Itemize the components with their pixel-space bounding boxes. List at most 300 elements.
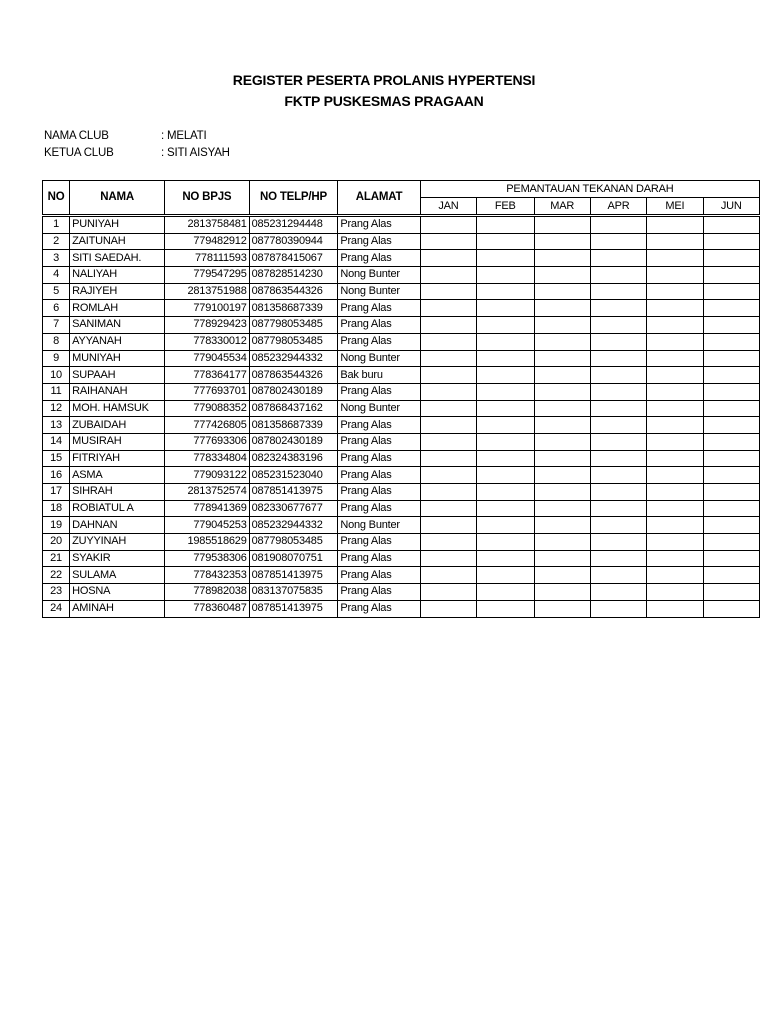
register-table bbox=[42, 180, 760, 618]
row-bp-feb[interactable] bbox=[477, 350, 534, 367]
row-telp: 087851413975 bbox=[249, 484, 338, 501]
row-bp-mei[interactable] bbox=[647, 383, 703, 400]
row-bp-jan[interactable] bbox=[420, 333, 476, 350]
row-alamat: Prang Alas bbox=[338, 333, 420, 350]
header-month-mar: MAR bbox=[534, 198, 590, 216]
table-row bbox=[43, 350, 760, 367]
row-no: 8 bbox=[43, 333, 70, 350]
row-bpjs: 778364177 bbox=[165, 367, 250, 384]
row-no: 2 bbox=[43, 233, 70, 250]
row-bpjs: 779100197 bbox=[165, 300, 250, 317]
row-no: 4 bbox=[43, 267, 70, 284]
row-nama: FITRIYAH bbox=[70, 450, 165, 467]
row-bp-jun[interactable] bbox=[703, 467, 759, 484]
row-bp-feb[interactable] bbox=[477, 383, 534, 400]
ketua-info bbox=[44, 147, 230, 159]
row-alamat: Prang Alas bbox=[338, 433, 420, 450]
row-bp-feb[interactable] bbox=[477, 250, 534, 267]
row-bp-jan[interactable] bbox=[420, 584, 476, 601]
row-telp: 085231294448 bbox=[249, 216, 338, 234]
row-bp-jun[interactable] bbox=[703, 433, 759, 450]
table-row bbox=[43, 584, 760, 601]
row-bpjs: 778929423 bbox=[165, 317, 250, 334]
row-alamat: Prang Alas bbox=[338, 567, 420, 584]
row-bp-mei[interactable] bbox=[647, 534, 703, 551]
row-bp-apr[interactable] bbox=[590, 400, 646, 417]
row-bpjs: 1985518629 bbox=[165, 534, 250, 551]
row-bpjs: 779088352 bbox=[165, 400, 250, 417]
club-info bbox=[44, 130, 206, 142]
row-bp-jan[interactable] bbox=[420, 400, 476, 417]
row-nama: SYAKIR bbox=[70, 550, 165, 567]
row-alamat: Prang Alas bbox=[338, 500, 420, 517]
row-bpjs: 2813758481 bbox=[165, 216, 250, 234]
row-bpjs: 779482912 bbox=[165, 233, 250, 250]
row-nama: ZUBAIDAH bbox=[70, 417, 165, 434]
row-bp-jan[interactable] bbox=[420, 367, 476, 384]
row-bp-jun[interactable] bbox=[703, 300, 759, 317]
row-nama: MUNIYAH bbox=[70, 350, 165, 367]
ketua-label: KETUA CLUB bbox=[44, 147, 114, 159]
row-telp: 082324383196 bbox=[249, 450, 338, 467]
row-bp-mar[interactable] bbox=[534, 300, 590, 317]
row-bp-jan[interactable] bbox=[420, 417, 476, 434]
row-bp-mei[interactable] bbox=[647, 350, 703, 367]
row-bp-jun[interactable] bbox=[703, 333, 759, 350]
row-bp-mar[interactable] bbox=[534, 417, 590, 434]
row-bp-mei[interactable] bbox=[647, 283, 703, 300]
row-bp-apr[interactable] bbox=[590, 317, 646, 334]
row-bp-apr[interactable] bbox=[590, 350, 646, 367]
table-row bbox=[43, 417, 760, 434]
row-bp-jun[interactable] bbox=[703, 500, 759, 517]
row-bp-mar[interactable] bbox=[534, 467, 590, 484]
row-telp: 085232944332 bbox=[249, 517, 338, 534]
row-bp-jan[interactable] bbox=[420, 534, 476, 551]
row-bp-jun[interactable] bbox=[703, 216, 759, 234]
row-nama: NALIYAH bbox=[70, 267, 165, 284]
row-telp: 087802430189 bbox=[249, 433, 338, 450]
row-telp: 087798053485 bbox=[249, 317, 338, 334]
row-bp-feb[interactable] bbox=[477, 550, 534, 567]
row-bp-jan[interactable] bbox=[420, 600, 476, 617]
row-no: 9 bbox=[43, 350, 70, 367]
row-alamat: Prang Alas bbox=[338, 300, 420, 317]
header-month-apr: APR bbox=[590, 198, 646, 216]
table-row bbox=[43, 267, 760, 284]
row-nama: ZUYYINAH bbox=[70, 534, 165, 551]
row-alamat: Prang Alas bbox=[338, 467, 420, 484]
row-bp-jun[interactable] bbox=[703, 517, 759, 534]
row-bp-mei[interactable] bbox=[647, 333, 703, 350]
header-month-jan: JAN bbox=[420, 198, 476, 216]
row-no: 1 bbox=[43, 216, 70, 234]
row-bp-feb[interactable] bbox=[477, 233, 534, 250]
table-row bbox=[43, 250, 760, 267]
row-telp: 087798053485 bbox=[249, 534, 338, 551]
row-alamat: Prang Alas bbox=[338, 233, 420, 250]
row-bp-feb[interactable] bbox=[477, 484, 534, 501]
row-bp-feb[interactable] bbox=[477, 367, 534, 384]
row-bp-feb[interactable] bbox=[477, 333, 534, 350]
row-bp-mei[interactable] bbox=[647, 233, 703, 250]
table-row bbox=[43, 233, 760, 250]
row-no: 18 bbox=[43, 500, 70, 517]
header-monitoring: PEMANTAUAN TEKANAN DARAH bbox=[420, 181, 759, 198]
row-bp-apr[interactable] bbox=[590, 333, 646, 350]
row-bp-jan[interactable] bbox=[420, 450, 476, 467]
row-bp-mar[interactable] bbox=[534, 584, 590, 601]
row-bp-mei[interactable] bbox=[647, 450, 703, 467]
row-bp-feb[interactable] bbox=[477, 317, 534, 334]
row-bp-mar[interactable] bbox=[534, 333, 590, 350]
row-bp-jan[interactable] bbox=[420, 517, 476, 534]
row-bp-jun[interactable] bbox=[703, 400, 759, 417]
row-nama: SULAMA bbox=[70, 567, 165, 584]
row-bp-jan[interactable] bbox=[420, 267, 476, 284]
row-alamat: Prang Alas bbox=[338, 550, 420, 567]
row-no: 23 bbox=[43, 584, 70, 601]
row-bp-jan[interactable] bbox=[420, 283, 476, 300]
row-bp-jan[interactable] bbox=[420, 484, 476, 501]
row-bp-mei[interactable] bbox=[647, 517, 703, 534]
row-bp-apr[interactable] bbox=[590, 233, 646, 250]
row-bp-apr[interactable] bbox=[590, 467, 646, 484]
row-bp-feb[interactable] bbox=[477, 450, 534, 467]
row-bp-jan[interactable] bbox=[420, 500, 476, 517]
row-bp-mar[interactable] bbox=[534, 267, 590, 284]
row-bp-feb[interactable] bbox=[477, 400, 534, 417]
row-bpjs: 777426805 bbox=[165, 417, 250, 434]
row-bp-feb[interactable] bbox=[477, 600, 534, 617]
table-row bbox=[43, 216, 760, 234]
document-title: REGISTER PESERTA PROLANIS HYPERTENSI bbox=[232, 72, 536, 88]
row-bp-apr[interactable] bbox=[590, 433, 646, 450]
row-bp-mar[interactable] bbox=[534, 550, 590, 567]
row-telp: 081358687339 bbox=[249, 417, 338, 434]
row-nama: HOSNA bbox=[70, 584, 165, 601]
row-bpjs: 779045534 bbox=[165, 350, 250, 367]
table-row bbox=[43, 484, 760, 501]
row-bp-apr[interactable] bbox=[590, 600, 646, 617]
row-bp-apr[interactable] bbox=[590, 550, 646, 567]
row-alamat: Nong Bunter bbox=[338, 283, 420, 300]
row-bp-mar[interactable] bbox=[534, 400, 590, 417]
table-row bbox=[43, 317, 760, 334]
row-telp: 085231523040 bbox=[249, 467, 338, 484]
row-bp-jun[interactable] bbox=[703, 233, 759, 250]
row-nama: MOH. HAMSUK bbox=[70, 400, 165, 417]
row-no: 19 bbox=[43, 517, 70, 534]
header-month-feb: FEB bbox=[477, 198, 534, 216]
row-bp-jun[interactable] bbox=[703, 383, 759, 400]
row-nama: SUPAAH bbox=[70, 367, 165, 384]
row-bp-jan[interactable] bbox=[420, 300, 476, 317]
row-no: 6 bbox=[43, 300, 70, 317]
row-bp-mar[interactable] bbox=[534, 216, 590, 234]
row-alamat: Prang Alas bbox=[338, 450, 420, 467]
row-bp-jan[interactable] bbox=[420, 233, 476, 250]
row-no: 15 bbox=[43, 450, 70, 467]
row-nama: SIHRAH bbox=[70, 484, 165, 501]
row-bp-jun[interactable] bbox=[703, 267, 759, 284]
row-no: 11 bbox=[43, 383, 70, 400]
header-bpjs: NO BPJS bbox=[165, 181, 250, 216]
row-alamat: Prang Alas bbox=[338, 534, 420, 551]
row-bpjs: 779538306 bbox=[165, 550, 250, 567]
row-bp-mei[interactable] bbox=[647, 250, 703, 267]
row-bp-feb[interactable] bbox=[477, 283, 534, 300]
row-telp: 087798053485 bbox=[249, 333, 338, 350]
row-bpjs: 777693701 bbox=[165, 383, 250, 400]
row-bp-jan[interactable] bbox=[420, 433, 476, 450]
row-bp-apr[interactable] bbox=[590, 216, 646, 234]
row-bp-mei[interactable] bbox=[647, 484, 703, 501]
row-bp-apr[interactable] bbox=[590, 484, 646, 501]
ketua-value: : SITI AISYAH bbox=[161, 147, 230, 159]
row-bp-jun[interactable] bbox=[703, 567, 759, 584]
row-telp: 087780390944 bbox=[249, 233, 338, 250]
row-no: 24 bbox=[43, 600, 70, 617]
row-no: 16 bbox=[43, 467, 70, 484]
row-bpjs: 779045253 bbox=[165, 517, 250, 534]
row-nama: AYYANAH bbox=[70, 333, 165, 350]
row-bp-mei[interactable] bbox=[647, 500, 703, 517]
row-bp-mei[interactable] bbox=[647, 400, 703, 417]
row-bp-mei[interactable] bbox=[647, 216, 703, 234]
row-alamat: Prang Alas bbox=[338, 584, 420, 601]
row-bp-jan[interactable] bbox=[420, 216, 476, 234]
row-bp-jan[interactable] bbox=[420, 350, 476, 367]
row-bp-jun[interactable] bbox=[703, 550, 759, 567]
row-alamat: Prang Alas bbox=[338, 600, 420, 617]
row-bp-apr[interactable] bbox=[590, 417, 646, 434]
row-telp: 087851413975 bbox=[249, 567, 338, 584]
row-nama: AMINAH bbox=[70, 600, 165, 617]
row-bp-apr[interactable] bbox=[590, 500, 646, 517]
row-telp: 082330677677 bbox=[249, 500, 338, 517]
header-nama: NAMA bbox=[70, 181, 165, 216]
club-label: NAMA CLUB bbox=[44, 130, 109, 142]
document-subtitle: FKTP PUSKESMAS PRAGAAN bbox=[284, 93, 484, 109]
row-bp-mar[interactable] bbox=[534, 534, 590, 551]
row-bp-feb[interactable] bbox=[477, 433, 534, 450]
row-bp-jun[interactable] bbox=[703, 350, 759, 367]
table-row bbox=[43, 467, 760, 484]
row-bp-feb[interactable] bbox=[477, 417, 534, 434]
table-row bbox=[43, 534, 760, 551]
row-bp-feb[interactable] bbox=[477, 216, 534, 234]
row-no: 20 bbox=[43, 534, 70, 551]
header-month-mei: MEI bbox=[647, 198, 703, 216]
row-bp-jun[interactable] bbox=[703, 283, 759, 300]
row-no: 7 bbox=[43, 317, 70, 334]
row-bp-apr[interactable] bbox=[590, 517, 646, 534]
row-no: 21 bbox=[43, 550, 70, 567]
row-telp: 081908070751 bbox=[249, 550, 338, 567]
row-bp-apr[interactable] bbox=[590, 584, 646, 601]
row-telp: 087878415067 bbox=[249, 250, 338, 267]
table-row bbox=[43, 333, 760, 350]
row-bp-feb[interactable] bbox=[477, 500, 534, 517]
row-bp-jan[interactable] bbox=[420, 550, 476, 567]
row-alamat: Prang Alas bbox=[338, 216, 420, 234]
row-bp-mar[interactable] bbox=[534, 383, 590, 400]
row-bp-mei[interactable] bbox=[647, 267, 703, 284]
row-bp-mei[interactable] bbox=[647, 367, 703, 384]
row-no: 14 bbox=[43, 433, 70, 450]
row-alamat: Nong Bunter bbox=[338, 350, 420, 367]
row-nama: SITI SAEDAH. bbox=[70, 250, 165, 267]
table-row bbox=[43, 500, 760, 517]
row-bp-mar[interactable] bbox=[534, 250, 590, 267]
club-value: : MELATI bbox=[161, 130, 207, 142]
row-bp-jan[interactable] bbox=[420, 250, 476, 267]
row-bp-jan[interactable] bbox=[420, 383, 476, 400]
row-telp: 087868437162 bbox=[249, 400, 338, 417]
row-bp-mar[interactable] bbox=[534, 600, 590, 617]
row-alamat: Nong Bunter bbox=[338, 267, 420, 284]
row-bp-mar[interactable] bbox=[534, 450, 590, 467]
row-alamat: Nong Bunter bbox=[338, 400, 420, 417]
row-no: 22 bbox=[43, 567, 70, 584]
row-nama: ASMA bbox=[70, 467, 165, 484]
row-bp-mei[interactable] bbox=[647, 467, 703, 484]
row-bp-apr[interactable] bbox=[590, 300, 646, 317]
row-bp-mei[interactable] bbox=[647, 550, 703, 567]
row-bp-jan[interactable] bbox=[420, 467, 476, 484]
row-bpjs: 779093122 bbox=[165, 467, 250, 484]
row-bp-mei[interactable] bbox=[647, 567, 703, 584]
row-bp-jun[interactable] bbox=[703, 584, 759, 601]
table-row bbox=[43, 600, 760, 617]
row-no: 12 bbox=[43, 400, 70, 417]
row-telp: 087851413975 bbox=[249, 600, 338, 617]
row-nama: ROMLAH bbox=[70, 300, 165, 317]
table-row bbox=[43, 567, 760, 584]
header-row bbox=[43, 181, 760, 198]
row-bp-mar[interactable] bbox=[534, 567, 590, 584]
row-bp-apr[interactable] bbox=[590, 367, 646, 384]
row-no: 10 bbox=[43, 367, 70, 384]
row-bp-feb[interactable] bbox=[477, 300, 534, 317]
row-alamat: Nong Bunter bbox=[338, 517, 420, 534]
row-bp-jun[interactable] bbox=[703, 534, 759, 551]
row-bp-mei[interactable] bbox=[647, 417, 703, 434]
row-telp: 081358687339 bbox=[249, 300, 338, 317]
row-bpjs: 778111593 bbox=[165, 250, 250, 267]
row-bp-feb[interactable] bbox=[477, 467, 534, 484]
row-bp-jun[interactable] bbox=[703, 484, 759, 501]
row-bp-feb[interactable] bbox=[477, 567, 534, 584]
header-telp: NO TELP/HP bbox=[249, 181, 338, 216]
row-bpjs: 778334804 bbox=[165, 450, 250, 467]
row-bpjs: 778330012 bbox=[165, 333, 250, 350]
table-row bbox=[43, 383, 760, 400]
row-telp: 087828514230 bbox=[249, 267, 338, 284]
row-bpjs: 777693306 bbox=[165, 433, 250, 450]
row-alamat: Prang Alas bbox=[338, 484, 420, 501]
table-row bbox=[43, 517, 760, 534]
row-bp-jan[interactable] bbox=[420, 567, 476, 584]
row-no: 17 bbox=[43, 484, 70, 501]
row-bpjs: 2813752574 bbox=[165, 484, 250, 501]
row-nama: ROBIATUL A bbox=[70, 500, 165, 517]
row-nama: SANIMAN bbox=[70, 317, 165, 334]
row-bp-apr[interactable] bbox=[590, 283, 646, 300]
row-nama: RAJIYEH bbox=[70, 283, 165, 300]
row-bpjs: 778360487 bbox=[165, 600, 250, 617]
row-bp-apr[interactable] bbox=[590, 534, 646, 551]
row-alamat: Prang Alas bbox=[338, 317, 420, 334]
row-bpjs: 779547295 bbox=[165, 267, 250, 284]
row-bp-mar[interactable] bbox=[534, 283, 590, 300]
table-row bbox=[43, 300, 760, 317]
row-bp-mar[interactable] bbox=[534, 433, 590, 450]
row-telp: 083137075835 bbox=[249, 584, 338, 601]
row-nama: RAIHANAH bbox=[70, 383, 165, 400]
row-bp-apr[interactable] bbox=[590, 267, 646, 284]
row-bp-apr[interactable] bbox=[590, 250, 646, 267]
header-alamat: ALAMAT bbox=[338, 181, 420, 216]
row-bp-jan[interactable] bbox=[420, 317, 476, 334]
row-no: 13 bbox=[43, 417, 70, 434]
row-nama: DAHNAN bbox=[70, 517, 165, 534]
row-bp-mar[interactable] bbox=[534, 484, 590, 501]
row-bp-jun[interactable] bbox=[703, 317, 759, 334]
row-bp-jun[interactable] bbox=[703, 367, 759, 384]
row-telp: 085232944332 bbox=[249, 350, 338, 367]
row-bp-jun[interactable] bbox=[703, 450, 759, 467]
row-bp-mar[interactable] bbox=[534, 350, 590, 367]
row-telp: 087863544326 bbox=[249, 283, 338, 300]
table-row bbox=[43, 433, 760, 450]
table-row bbox=[43, 400, 760, 417]
table-row bbox=[43, 550, 760, 567]
row-bp-mei[interactable] bbox=[647, 433, 703, 450]
row-bp-mar[interactable] bbox=[534, 517, 590, 534]
row-telp: 087863544326 bbox=[249, 367, 338, 384]
row-bp-feb[interactable] bbox=[477, 584, 534, 601]
row-bp-mei[interactable] bbox=[647, 300, 703, 317]
row-alamat: Prang Alas bbox=[338, 383, 420, 400]
header-no: NO bbox=[43, 181, 70, 216]
row-bp-apr[interactable] bbox=[590, 450, 646, 467]
row-bp-feb[interactable] bbox=[477, 534, 534, 551]
row-bp-mei[interactable] bbox=[647, 317, 703, 334]
row-bp-apr[interactable] bbox=[590, 383, 646, 400]
row-bp-feb[interactable] bbox=[477, 517, 534, 534]
row-bp-jun[interactable] bbox=[703, 417, 759, 434]
row-bp-mar[interactable] bbox=[534, 233, 590, 250]
row-no: 5 bbox=[43, 283, 70, 300]
row-bp-apr[interactable] bbox=[590, 567, 646, 584]
row-bp-mar[interactable] bbox=[534, 367, 590, 384]
row-bp-mei[interactable] bbox=[647, 584, 703, 601]
table-row bbox=[43, 367, 760, 384]
row-bp-feb[interactable] bbox=[477, 267, 534, 284]
row-bp-mar[interactable] bbox=[534, 317, 590, 334]
row-alamat: Prang Alas bbox=[338, 250, 420, 267]
row-no: 3 bbox=[43, 250, 70, 267]
row-bpjs: 2813751988 bbox=[165, 283, 250, 300]
row-bp-jun[interactable] bbox=[703, 600, 759, 617]
row-bp-mar[interactable] bbox=[534, 500, 590, 517]
row-bp-mei[interactable] bbox=[647, 600, 703, 617]
row-bp-jun[interactable] bbox=[703, 250, 759, 267]
row-bpjs: 778432353 bbox=[165, 567, 250, 584]
row-nama: MUSIRAH bbox=[70, 433, 165, 450]
